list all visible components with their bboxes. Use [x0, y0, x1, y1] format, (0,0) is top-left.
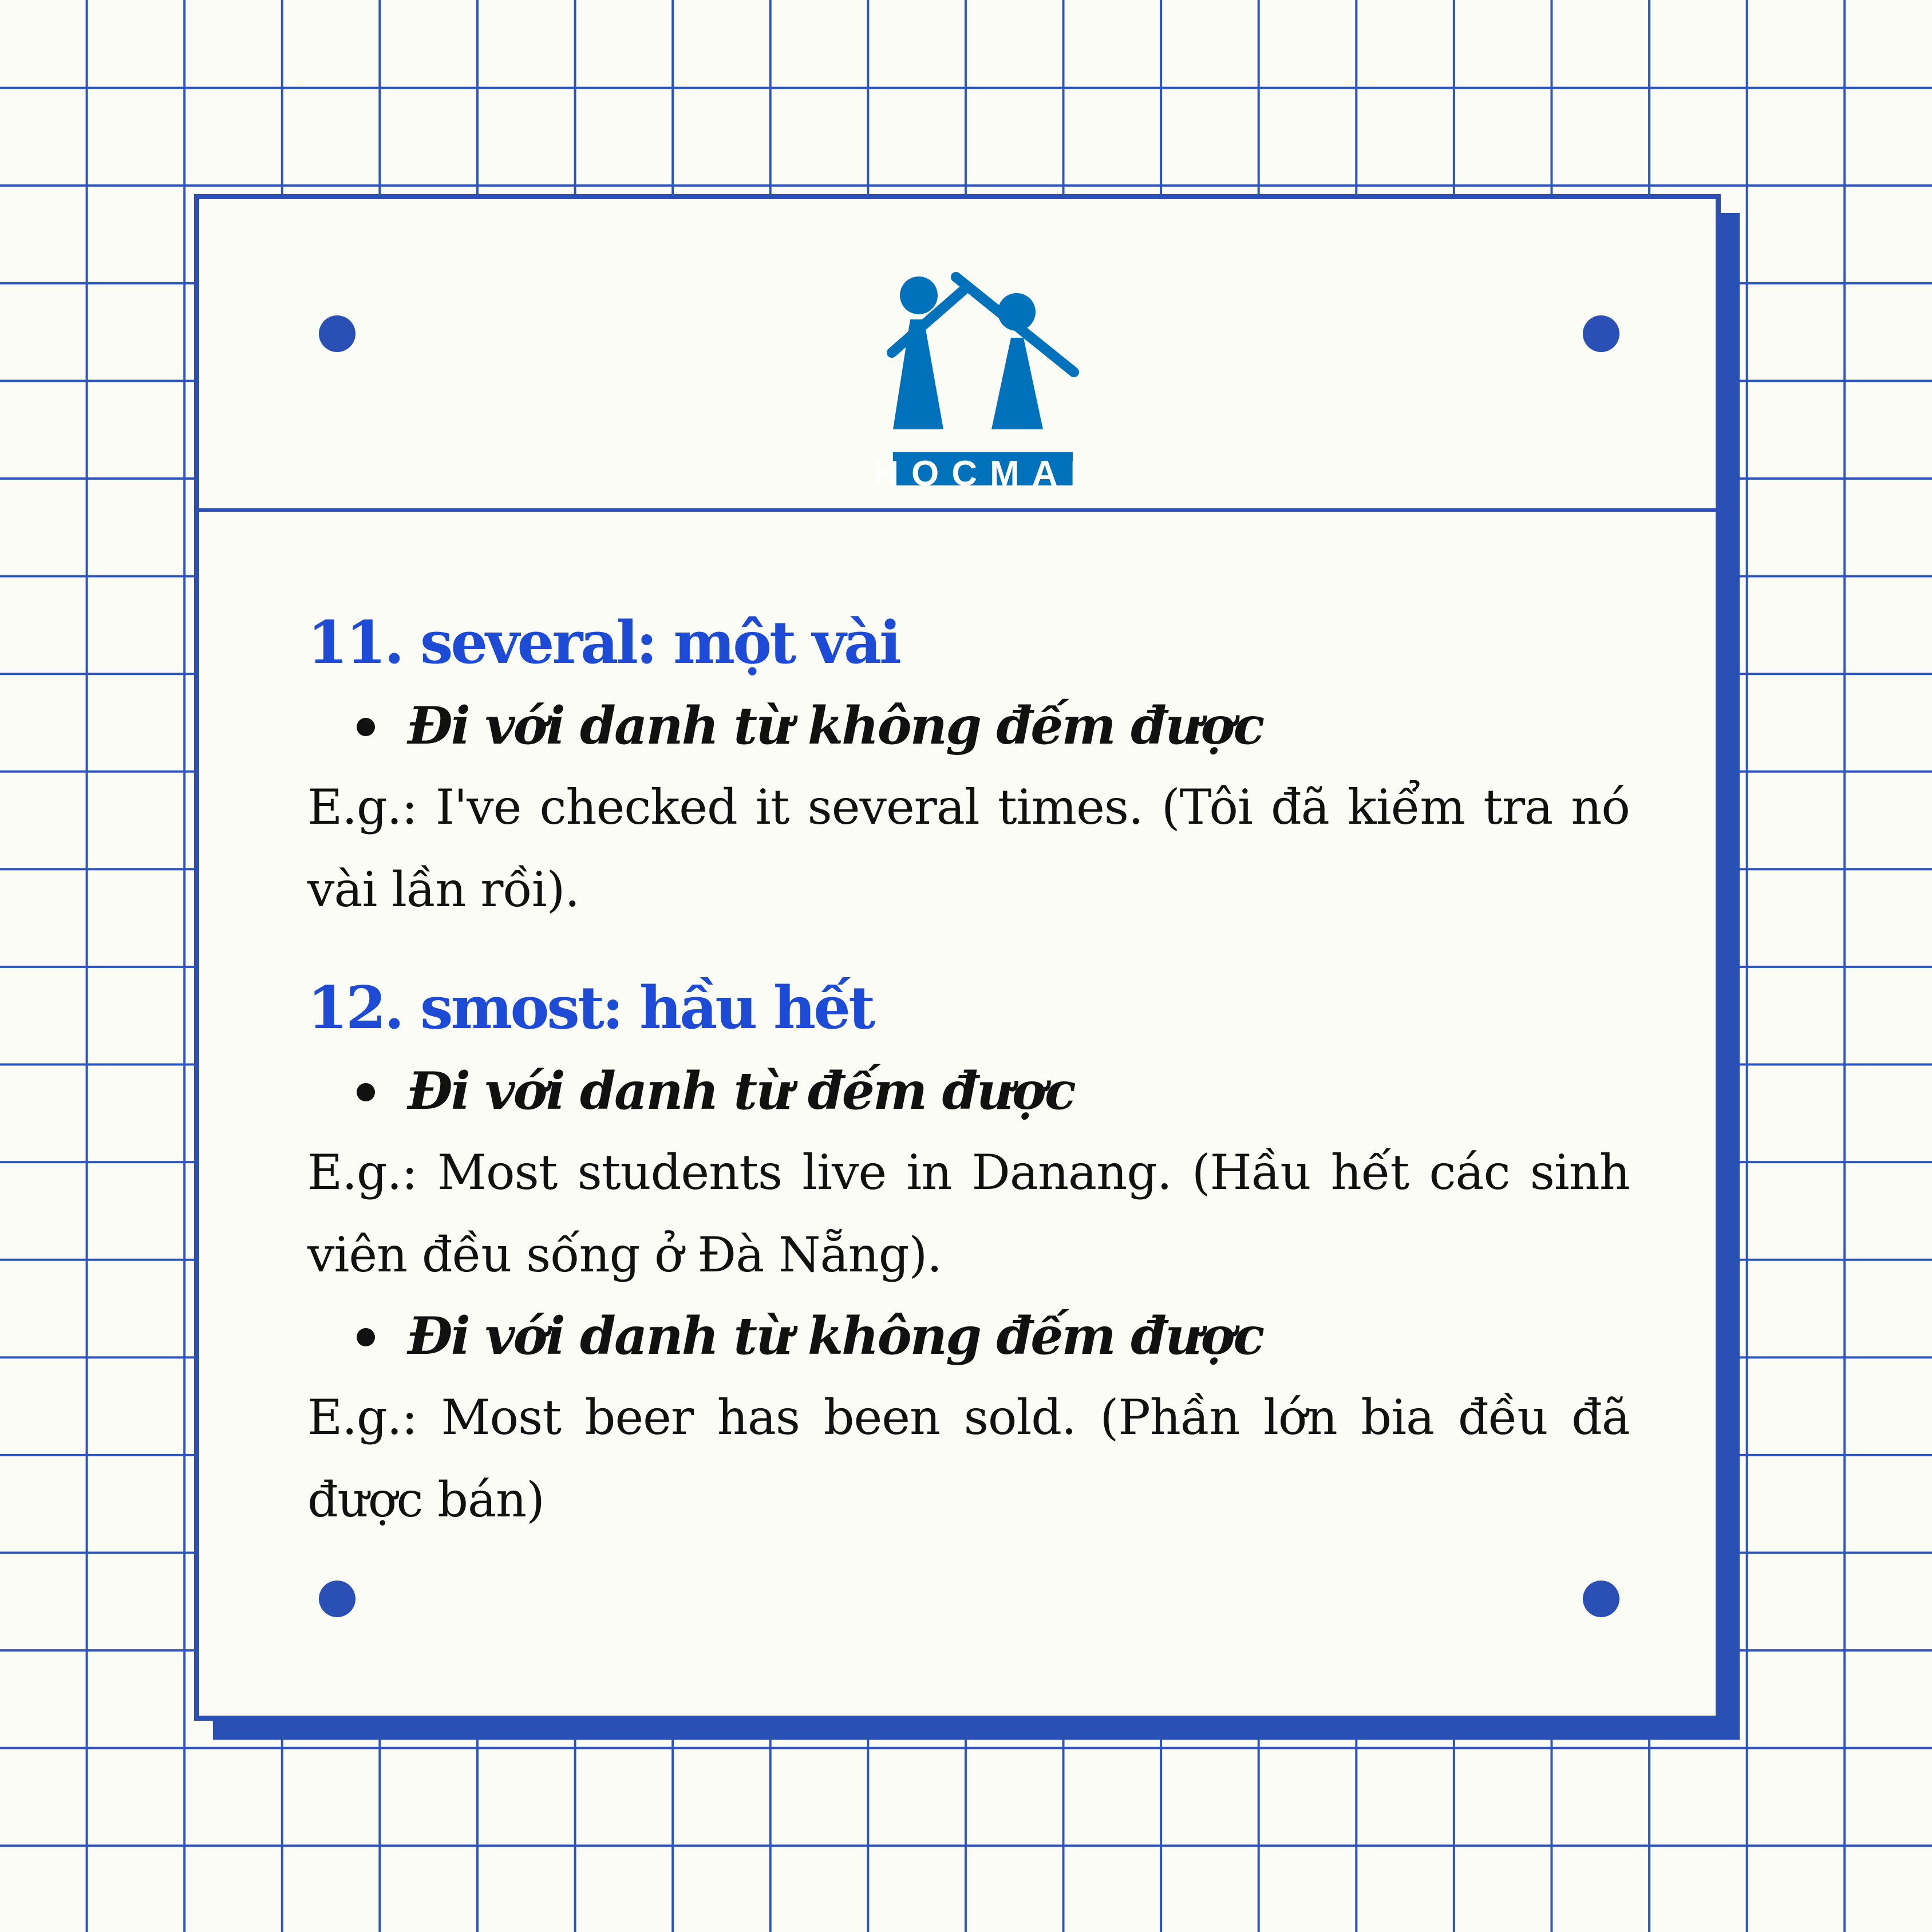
section-heading: 12. smost: hầu hết	[307, 974, 874, 1042]
lesson-content	[307, 600, 1630, 1541]
logo-text: HOCMAI	[873, 454, 1093, 485]
example-sentence: E.g.: I've checked it several times. (Tôi đã kiểm tra nó vài lần rồi).	[307, 779, 1630, 918]
usage-bullet: Đi với danh từ không đếm được	[307, 1296, 1630, 1376]
header-divider	[199, 508, 1716, 512]
corner-dot	[319, 1581, 355, 1617]
section-heading: 11. several: một vài	[307, 609, 899, 677]
example-sentence: E.g.: Most beer has been sold. (Phần lớn bia đều đã được bán)	[307, 1389, 1630, 1528]
usage-bullet: Đi với danh từ không đếm được	[307, 686, 1630, 766]
example-sentence: E.g.: Most students live in Danang. (Hầu hết các sinh viên đều sống ở Đà Nẵng).	[307, 1144, 1630, 1283]
corner-dot	[1583, 1581, 1619, 1617]
corner-dot	[1583, 315, 1619, 352]
corner-dot	[319, 315, 355, 352]
section-several	[307, 600, 1630, 931]
usage-bullet: Đi với danh từ đếm được	[307, 1051, 1630, 1131]
section-most	[307, 965, 1630, 1541]
hocmai-logo	[829, 216, 1132, 485]
content-card	[194, 194, 1721, 1721]
